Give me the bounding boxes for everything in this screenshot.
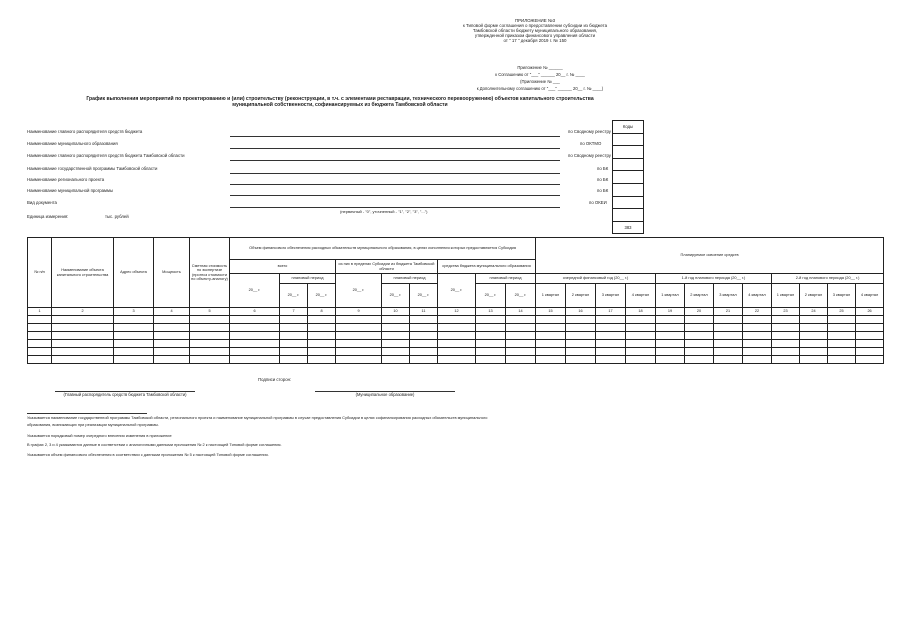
field-label: Наименование главного распорядителя средств бюджета Тамбовской области	[27, 153, 185, 158]
quarter-header: 2 квартал	[685, 284, 714, 308]
column-number: 11	[410, 308, 438, 316]
quarter-header: 3 квартал	[596, 284, 626, 308]
code-cell[interactable]	[613, 196, 643, 209]
plan-year2: 20__ г.	[308, 284, 336, 308]
ref-line: к Соглашению от "___" ______ 20__ г. № ____	[495, 72, 585, 78]
finance-header: Объем финансового обеспечения расходных обязательств муниципального образования, в целях исполнения которых предоставляется Субсидия	[230, 238, 536, 260]
total-header: всего	[230, 260, 336, 274]
code-cell[interactable]	[613, 158, 643, 171]
field-label: Наименование регионального проекта	[27, 177, 105, 182]
code-label: по БК	[597, 188, 609, 193]
year-header: 20__ г.	[438, 274, 476, 308]
appendix-title: ПРИЛОЖЕНИЕ №3	[514, 18, 556, 23]
quarter-header: 1 квартал	[772, 284, 800, 308]
column-number: 13	[476, 308, 506, 316]
column-number: 7	[280, 308, 308, 316]
column-number: 8	[308, 308, 336, 316]
title-line: муниципальной собственности, софинансируемых из бюджета Тамбовской области	[232, 101, 448, 108]
column-number: 25	[828, 308, 856, 316]
field-line[interactable]	[230, 173, 560, 174]
col-cost-header: Сметная стоимость по экспертизе (прогноз стоимости по объекту-аналогу)	[190, 238, 230, 308]
column-number: 3	[114, 308, 154, 316]
table-row[interactable]	[28, 324, 884, 332]
signature-left-caption: (Главный распорядитель средств бюджета Тамбовской области)	[63, 392, 187, 397]
year-header: 20__ г.	[230, 274, 280, 308]
schedule-header: Планируемое освоение средств	[536, 238, 884, 274]
col-capacity-header: Мощность	[154, 238, 190, 308]
col-num-header: № п/п	[28, 238, 52, 308]
plan-year1: 20__ г.	[280, 284, 308, 308]
field-line[interactable]	[230, 184, 560, 185]
column-number: 22	[743, 308, 772, 316]
footnote: Указывается порядковый номер очередного внесения изменения в приложение	[27, 433, 172, 438]
footnote: образования, возникающих при реализации муниципальной программы.	[27, 422, 159, 427]
table-row[interactable]	[28, 348, 884, 356]
column-number: 23	[772, 308, 800, 316]
field-line[interactable]	[230, 160, 560, 161]
code-cell[interactable]	[613, 170, 643, 183]
signature-right-caption: (Муниципальное образование)	[355, 392, 415, 397]
ref-line: (Приложение № ___	[520, 79, 560, 85]
column-number: 9	[336, 308, 382, 316]
plan-year1-header: 1-й год планового периода (20__ г.)	[656, 274, 772, 284]
table-row[interactable]	[28, 340, 884, 348]
code-cell-okei: 383	[613, 221, 643, 234]
column-number: 24	[800, 308, 828, 316]
appendix-line: к Типовой форме соглашения о предоставлении субсидии из бюджета	[462, 23, 608, 29]
code-cell[interactable]	[613, 208, 643, 221]
column-number: 15	[536, 308, 566, 316]
footnote-separator	[27, 413, 147, 414]
table-row[interactable]	[28, 332, 884, 340]
field-label: Наименование муниципальной программы	[27, 188, 114, 193]
column-number: 17	[596, 308, 626, 316]
col-name-header: Наименование объекта капитального строительства	[52, 238, 114, 308]
quarter-header: 4 квартал	[743, 284, 772, 308]
column-number: 2	[52, 308, 114, 316]
field-label: Наименование государственной программы Тамбовской области	[27, 166, 158, 171]
local-budget-header: средства бюджета муниципального образования	[438, 260, 536, 274]
code-label: по ОКЕИ	[589, 200, 607, 205]
column-number: 5	[190, 308, 230, 316]
plan-year1: 20__ г.	[382, 284, 410, 308]
subsidy-header: из них в пределах Субсидии из бюджета Тамбовской области	[336, 260, 438, 274]
plan-year2: 20__ г.	[506, 284, 536, 308]
footnote: В графах 2, 3 и 4 указываются данные в соответствии с аналогичными данными приложения № 2 к настоящей Типовой форме соглашения.	[27, 442, 282, 447]
field-label: Наименование муниципального образования	[27, 141, 118, 146]
quarter-header: 3 квартал	[714, 284, 743, 308]
quarter-header: 4 квартал	[626, 284, 656, 308]
field-label: Вид документа	[27, 200, 57, 205]
quarter-header: 4 квартал	[856, 284, 884, 308]
agreement-refs	[440, 64, 640, 93]
document-title	[20, 97, 660, 109]
field-line[interactable]	[230, 136, 560, 137]
schedule-table	[27, 237, 884, 364]
appendix-line: от " 17 " декабря 2019 г. № 150	[503, 38, 567, 44]
appendix-block	[410, 18, 660, 43]
code-label: по БК	[597, 177, 609, 182]
quarter-header: 1 квартал	[536, 284, 566, 308]
title-line: График выполнения мероприятий по проектированию и (или) строительству (реконструкции, в т.ч. с элементами реставрации, технического перевооружению) объектов капитального строительства	[86, 96, 594, 102]
column-number: 10	[382, 308, 410, 316]
column-number-row	[28, 308, 884, 316]
field-line[interactable]	[230, 148, 560, 149]
code-cell[interactable]	[613, 145, 643, 158]
signatures-title: Подписи сторон:	[258, 377, 292, 382]
plan-year2: 20__ г.	[410, 284, 438, 308]
column-number: 14	[506, 308, 536, 316]
ref-line: к Дополнительному соглашению от "___" ______ 20__ г. № ____)	[476, 86, 604, 92]
unit-value: тыс. рублей	[105, 214, 129, 219]
field-line[interactable]	[230, 207, 560, 208]
column-number: 19	[656, 308, 685, 316]
quarter-header: 2 квартал	[800, 284, 828, 308]
unit-label: Единица измерения:	[27, 214, 69, 219]
column-number: 6	[230, 308, 280, 316]
col-address-header: Адрес объекта	[114, 238, 154, 308]
code-label: по ОКТМО	[580, 141, 602, 146]
quarter-header: 2 квартал	[566, 284, 596, 308]
code-cell[interactable]	[613, 183, 643, 196]
codes-header: Коды	[622, 124, 634, 129]
column-number: 1	[28, 308, 52, 316]
column-number: 16	[566, 308, 596, 316]
column-number: 18	[626, 308, 656, 316]
quarter-header: 1 квартал	[656, 284, 685, 308]
plan-period-header: плановый период	[280, 274, 336, 284]
code-label: по Сводному реестру	[568, 129, 611, 134]
appendix-line: утвержденной приказом финансового управления области	[474, 33, 596, 39]
footnote: Указывается объем финансового обеспечения в соответствии с данными приложения № 5 к настоящей Типовой форме соглашения.	[27, 452, 269, 457]
column-number: 20	[685, 308, 714, 316]
code-cell[interactable]	[613, 133, 643, 146]
doc-type-hint: (первичный - "0", уточненный - "1", "2", "3", "...")	[340, 209, 428, 214]
field-line[interactable]	[230, 195, 560, 196]
plan-period-header: плановый период	[382, 274, 438, 284]
plan-period-header: плановый период	[476, 274, 536, 284]
year-header: 20__ г.	[336, 274, 382, 308]
plan-year1: 20__ г.	[476, 284, 506, 308]
ref-line: Приложение № ______	[517, 65, 563, 70]
code-label: по БК	[597, 166, 609, 171]
quarter-header: 3 квартал	[828, 284, 856, 308]
code-label: по Сводному реестру	[568, 153, 611, 158]
plan-year2-header: 2-й год планового периода (20__ г.)	[772, 274, 884, 284]
footnote: Указывается наименование государственной программы Тамбовской области, регионального проекта и наименование муниципальной программы в случае предоставления Субсидии в целях софинансирования расходных обязательств муниципального	[27, 415, 488, 420]
table-row[interactable]	[28, 356, 884, 364]
current-year-header: очередной финансовый год (20__ г.)	[536, 274, 656, 284]
codes-box	[612, 120, 644, 234]
field-label: Наименование главного распорядителя средств бюджета	[27, 129, 143, 134]
column-number: 26	[856, 308, 884, 316]
table-row[interactable]	[28, 316, 884, 324]
appendix-line: Тамбовской области бюджету муниципального образования,	[472, 28, 598, 34]
column-number: 21	[714, 308, 743, 316]
column-number: 12	[438, 308, 476, 316]
column-number: 4	[154, 308, 190, 316]
